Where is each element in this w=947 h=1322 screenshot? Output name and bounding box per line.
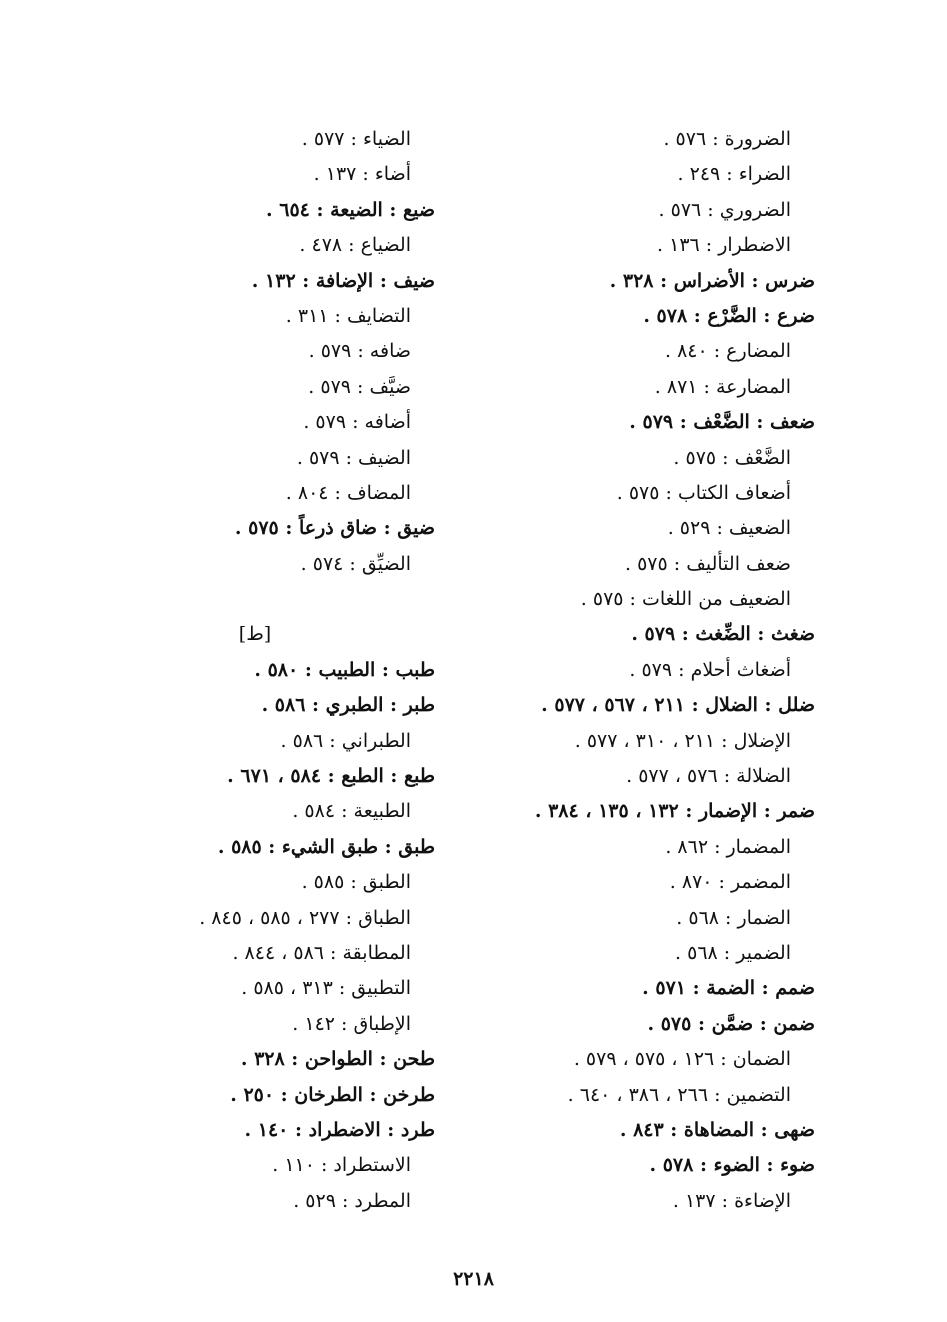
entry-text: الأضراس : ٣٢٨ . — [609, 269, 752, 292]
index-entry-root — [455, 971, 815, 1006]
entry-text: الطبع : ٥٨٤ ، ٦٧١ . — [227, 765, 391, 788]
index-entry-root — [75, 511, 435, 546]
entry-text: الضمان : ١٢٦ ، ٥٧٥ ، ٥٧٩ . — [573, 1048, 791, 1071]
root-word: ضعف : — [756, 411, 815, 434]
index-entry — [75, 1184, 435, 1219]
entry-text: الطبق : ٥٨٥ . — [301, 871, 411, 894]
index-entry — [455, 1078, 815, 1113]
index-entry-root — [455, 688, 815, 723]
index-entry — [455, 865, 815, 900]
index-entry — [75, 865, 435, 900]
entry-text: ضافه : ٥٧٩ . — [308, 340, 411, 363]
entry-text: الضروري : ٥٧٦ . — [658, 198, 791, 221]
index-entry — [455, 157, 815, 192]
index-entry-root — [455, 1148, 815, 1183]
index-entry-root — [75, 264, 435, 299]
root-word: ضهى : — [760, 1118, 815, 1141]
entry-text: الضوء : ٥٧٨ . — [649, 1154, 767, 1177]
root-word: ضرع : — [763, 304, 815, 327]
entry-text: المضاف : ٨٠٤ . — [285, 481, 411, 504]
entry-text: الضَّرْع : ٥٧٨ . — [643, 304, 764, 327]
index-entry — [455, 901, 815, 936]
entry-text: التضايف : ٣١١ . — [285, 304, 411, 327]
root-word: ضوء : — [766, 1154, 815, 1177]
index-entry — [75, 1007, 435, 1042]
entry-text: الطبيعة : ٥٨٤ . — [292, 800, 411, 823]
index-entry-root — [455, 1113, 815, 1148]
entry-text: الضَّعْف : ٥٧٩ . — [629, 411, 757, 434]
entry-text: المطابقة : ٥٨٦ ، ٨٤٤ . — [232, 941, 411, 964]
index-entry — [75, 405, 435, 440]
root-word: ضمم : — [761, 977, 815, 1000]
page-number: ٢٢١٨ — [453, 1268, 494, 1290]
root-word: طبع : — [390, 765, 435, 788]
index-entry — [75, 971, 435, 1006]
root-word: طبر : — [390, 694, 435, 717]
entry-text: الإطباق : ١٤٢ . — [292, 1012, 411, 1035]
entry-text: ضعف التأليف : ٥٧٥ . — [625, 552, 791, 575]
index-entry — [455, 193, 815, 228]
index-entry — [455, 476, 815, 511]
entry-text: الاضطرار : ١٣٦ . — [657, 234, 791, 257]
root-word: ضيق : — [383, 517, 435, 540]
entry-text: أضافه : ٥٧٩ . — [303, 411, 411, 434]
entry-text: المضمر : ٨٧٠ . — [669, 871, 791, 894]
entry-text: الضَّعْف : ٥٧٥ . — [673, 446, 791, 469]
entry-text: الطباق : ٢٧٧ ، ٥٨٥ ، ٨٤٥ . — [199, 906, 411, 929]
entry-text: الضمير : ٥٦٨ . — [675, 941, 791, 964]
root-word: طبب : — [381, 658, 435, 681]
entry-text: الضراء : ٢٤٩ . — [677, 163, 791, 186]
index-entry-root — [455, 617, 815, 652]
index-entry — [75, 157, 435, 192]
entry-text: الإضاءة : ١٣٧ . — [672, 1189, 791, 1212]
entry-text: ضمَّن : ٥٧٥ . — [647, 1012, 760, 1035]
index-entry — [75, 794, 435, 829]
index-entry — [75, 370, 435, 405]
entry-text: الضيف : ٥٧٩ . — [296, 446, 411, 469]
root-word: طرخن : — [369, 1083, 435, 1106]
index-entry — [75, 122, 435, 157]
index-entry — [455, 724, 815, 759]
index-entry — [455, 547, 815, 582]
entry-text: [ط] — [238, 623, 272, 646]
entry-text: الضلالة : ٥٧٦ ، ٥٧٧ . — [626, 765, 791, 788]
entry-text: الضياء : ٥٧٧ . — [301, 128, 411, 150]
index-entry — [455, 830, 815, 865]
entry-text: المضاهاة : ٨٤٣ . — [619, 1118, 761, 1141]
index-entry-root — [75, 1042, 435, 1077]
index-entry — [455, 1042, 815, 1077]
index-entry-root — [455, 299, 815, 334]
index-entry-root — [455, 794, 815, 829]
root-word: طحن : — [379, 1048, 435, 1071]
entry-text: الضعيف : ٥٢٩ . — [667, 517, 791, 540]
entry-text: التضمين : ٢٦٦ ، ٣٨٦ ، ٦٤٠ . — [567, 1083, 791, 1106]
entry-text: الضياع : ٤٧٨ . — [299, 234, 411, 257]
entry-text: أضاء : ١٣٧ . — [313, 163, 411, 186]
index-entry-root — [455, 1007, 815, 1042]
index-entry-root — [75, 653, 435, 688]
entry-text: الضمة : ٥٧١ . — [642, 977, 762, 1000]
index-entry — [455, 759, 815, 794]
root-word: ضرس : — [751, 269, 815, 292]
entry-text: الطبيب : ٥٨٠ . — [254, 658, 382, 681]
index-entry — [75, 547, 435, 582]
index-entry — [455, 936, 815, 971]
entry-text: الضِّغث : ٥٧٩ . — [631, 623, 758, 646]
index-entry-root — [75, 1078, 435, 1113]
index-entry — [75, 724, 435, 759]
root-word: ضيف : — [379, 269, 435, 292]
entry-text: أضعاف الكتاب : ٥٧٥ . — [616, 481, 791, 504]
entry-text: المضارع : ٨٤٠ . — [664, 340, 791, 363]
root-word: ضمر : — [763, 800, 815, 823]
root-word: ضمن : — [759, 1012, 815, 1035]
entry-text: الإضافة : ١٣٢ . — [251, 269, 380, 292]
index-entry-root — [75, 193, 435, 228]
index-entry-root — [455, 405, 815, 440]
root-word: ضغث : — [757, 623, 815, 646]
index-entry — [75, 476, 435, 511]
entry-text: ضاق ذرعاً : ٥٧٥ . — [234, 517, 384, 540]
entry-text: المطرد : ٥٢٩ . — [293, 1189, 411, 1212]
index-entry — [455, 122, 815, 157]
entry-text: ضيَّف : ٥٧٩ . — [308, 375, 411, 398]
root-word: ضلل : — [764, 694, 815, 717]
index-entry — [455, 370, 815, 405]
entry-text: الضيِّق : ٥٧٤ . — [300, 552, 411, 575]
entry-text: التطبيق : ٣١٣ ، ٥٨٥ . — [241, 977, 411, 1000]
index-entry — [455, 582, 815, 617]
index-entry-root — [75, 830, 435, 865]
index-entry — [455, 441, 815, 476]
root-word: ضيع : — [389, 198, 435, 221]
entry-text: الطواحن : ٣٢٨ . — [240, 1048, 380, 1071]
entry-text: الطبري : ٥٨٦ . — [261, 694, 391, 717]
left-column — [75, 122, 435, 1219]
entry-text: الضمار : ٥٦٨ . — [676, 906, 791, 929]
entry-text: الضيعة : ٦٥٤ . — [266, 198, 390, 221]
index-entry — [455, 511, 815, 546]
entry-text: الضرورة : ٥٧٦ . — [663, 128, 791, 150]
index-entry — [75, 334, 435, 369]
root-word: طبق : — [384, 835, 435, 858]
root-word: طرد : — [387, 1118, 435, 1141]
entry-text: المضارعة : ٨٧١ . — [654, 375, 791, 398]
entry-text: الاستطراد : ١١٠ . — [272, 1154, 411, 1177]
index-entry-root — [75, 1113, 435, 1148]
entry-text: طبق الشيء : ٥٨٥ . — [217, 835, 385, 858]
entry-text: الطرخان : ٢٥٠ . — [230, 1083, 370, 1106]
entry-text: المضمار : ٨٦٢ . — [665, 835, 791, 858]
index-entry-root — [75, 688, 435, 723]
entry-text: الإضمار : ١٣٢ ، ١٣٥ ، ٣٨٤ . — [534, 800, 764, 823]
index-entry — [455, 334, 815, 369]
index-entry — [75, 936, 435, 971]
blank-line — [75, 582, 435, 617]
entry-text: الاضطراد : ١٤٠ . — [244, 1118, 388, 1141]
entry-text: الطبراني : ٥٨٦ . — [280, 729, 411, 752]
index-entry — [75, 1148, 435, 1183]
index-entry — [75, 901, 435, 936]
index-entry — [455, 1184, 815, 1219]
index-entry — [455, 653, 815, 688]
index-entry-root — [455, 264, 815, 299]
index-entry — [455, 228, 815, 263]
entry-text: الإضلال : ٢١١ ، ٣١٠ ، ٥٧٧ . — [574, 729, 791, 752]
entry-text: الضعيف من اللغات : ٥٧٥ . — [580, 588, 791, 611]
index-entry — [75, 299, 435, 334]
index-entry — [75, 441, 435, 476]
right-column — [455, 122, 815, 1219]
entry-text: أضغاث أحلام : ٥٧٩ . — [629, 658, 791, 681]
section-header — [75, 617, 435, 652]
entry-text: الضلال : ٢١١ ، ٥٦٧ ، ٥٧٧ . — [541, 694, 765, 717]
index-entry-root — [75, 759, 435, 794]
index-entry — [75, 228, 435, 263]
